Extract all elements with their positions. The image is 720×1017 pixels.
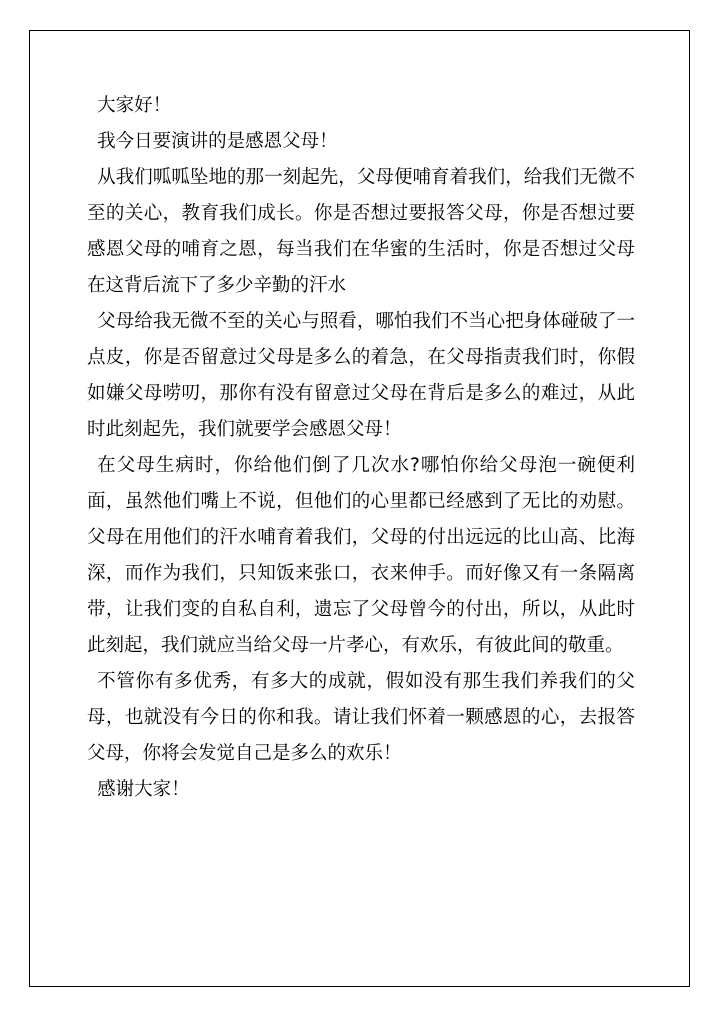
greeting-line: 大家好！ [97, 95, 172, 116]
intro-line: 我今日要演讲的是感恩父母！ [97, 131, 338, 152]
paragraph: 父母给我无微不至的关心与照看，哪怕我们不当心把身体碰破了一点皮，你是否留意过父母是多么的着急，在父母指责我们时，你假如嫌父母唠叨，那你有没有留意过父母在背后是多么的难过，从此时此刻起先，我们就要学会感恩父母！ [87, 311, 635, 440]
speech-body [87, 88, 635, 808]
paragraph: 不管你有多优秀，有多大的成就，假如没有那生我们养我们的父母，也就没有今日的你和我。请让我们怀着一颗感恩的心，去报答父母，你将会发觉自己是多么的欢乐！ [87, 671, 635, 764]
paragraph: 在父母生病时，你给他们倒了几次水?哪怕你给父母泡一碗便利面，虽然他们嘴上不说，但他们的心里都已经感到了无比的劝慰。父母在用他们的汗水哺育着我们，父母的付出远远的比山高、比海深，而作为我们，只知饭来张口，衣来伸手。而好像又有一条隔离带，让我们变的自私自利，遗忘了父母曾今的付出，所以，从此时此刻起，我们就应当给父母一片孝心，有欢乐，有彼此间的敬重。 [87, 455, 635, 656]
paragraph: 从我们呱呱坠地的那一刻起先，父母便哺育着我们，给我们无微不至的关心，教育我们成长。你是否想过要报答父母，你是否想过要感恩父母的哺育之恩，每当我们在华蜜的生活时，你是否想过父母在这背后流下了多少辛勤的汗水 [87, 167, 635, 296]
closing-line: 感谢大家！ [97, 779, 190, 800]
